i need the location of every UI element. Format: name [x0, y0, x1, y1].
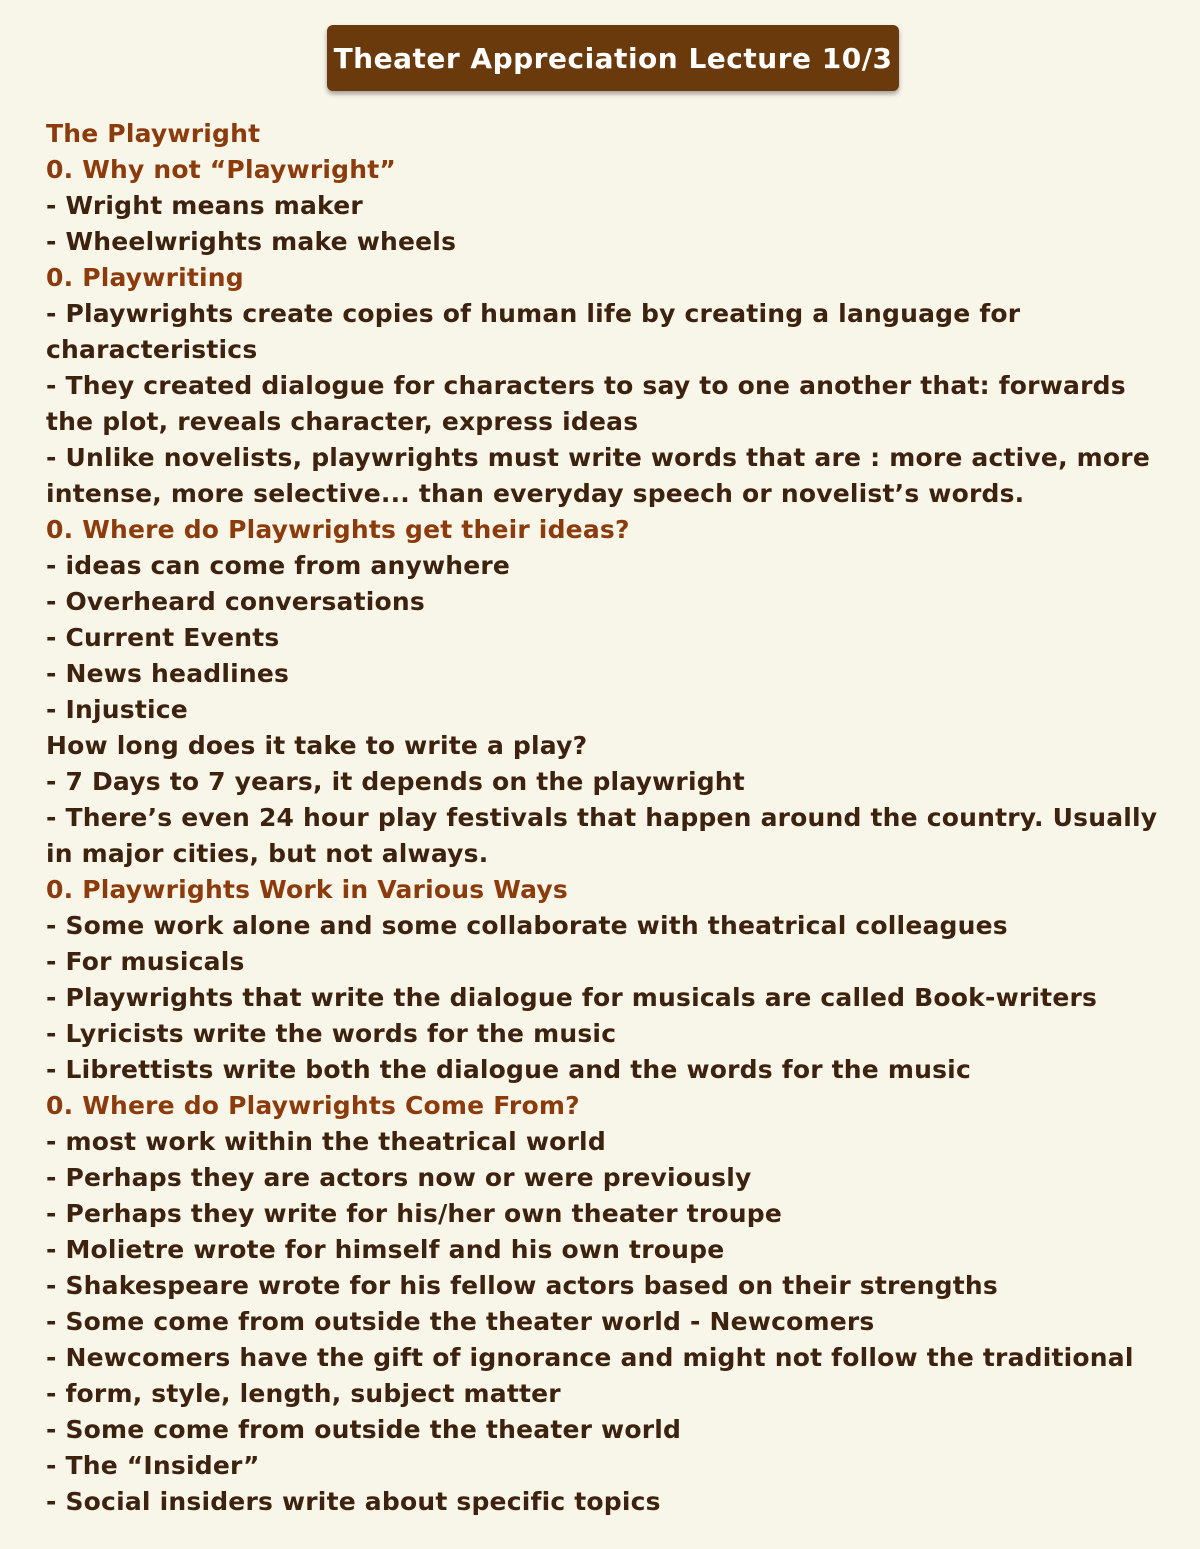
section-heading: 0. Where do Playwrights get their ideas? [46, 515, 630, 544]
note-line: - Playwrights create copies of human life by creating a language for [46, 299, 1021, 328]
note-line: - 7 Days to 7 years, it depends on the playwright [46, 767, 745, 796]
note-line: - Librettists write both the dialogue and the words for the music [46, 1055, 971, 1084]
note-line: - There’s even 24 hour play festivals that happen around the country. Usually [46, 803, 1158, 832]
section-heading: 0. Playwriting [46, 263, 244, 292]
note-line: - They created dialogue for characters to say to one another that: forwards [46, 371, 1126, 400]
note-line: - ideas can come from anywhere [46, 551, 511, 580]
note-line: - For musicals [46, 947, 245, 976]
note-line: - Some work alone and some collaborate with theatrical colleagues [46, 911, 1008, 940]
note-line: - News headlines [46, 659, 290, 688]
note-line: in major cities, but not always. [46, 839, 489, 868]
note-line: - Overheard conversations [46, 587, 425, 616]
note-line: - Wright means maker [46, 191, 363, 220]
note-line: - The “Insider” [46, 1451, 260, 1480]
note-line: - Wheelwrights make wheels [46, 227, 457, 256]
note-line: - Social insiders write about specific topics [46, 1487, 661, 1516]
note-line: - Newcomers have the gift of ignorance and might not follow the traditional [46, 1343, 1134, 1372]
note-line: - Some come from outside the theater world - Newcomers [46, 1307, 875, 1336]
note-line: - Some come from outside the theater world [46, 1415, 682, 1444]
title-banner [327, 25, 899, 91]
note-line: - form, style, length, subject matter [46, 1379, 561, 1408]
section-heading: 0. Playwrights Work in Various Ways [46, 875, 568, 904]
note-line: - Playwrights that write the dialogue for musicals are called Book-writers [46, 983, 1098, 1012]
note-line: How long does it take to write a play? [46, 731, 588, 760]
section-heading: 0. Why not “Playwright” [46, 155, 396, 184]
note-line: - Molietre wrote for himself and his own troupe [46, 1235, 725, 1264]
note-line: - most work within the theatrical world [46, 1127, 606, 1156]
note-line: characteristics [46, 335, 258, 364]
note-line: - Perhaps they are actors now or were previously [46, 1163, 752, 1192]
page-title: Theater Appreciation Lecture 10/3 [333, 41, 893, 75]
note-line: - Injustice [46, 695, 188, 724]
note-line: - Lyricists write the words for the music [46, 1019, 617, 1048]
note-line: - Shakespeare wrote for his fellow actors based on their strengths [46, 1271, 998, 1300]
note-line: - Perhaps they write for his/her own theater troupe [46, 1199, 782, 1228]
notes-list [46, 116, 1156, 1520]
note-line: - Current Events [46, 623, 280, 652]
section-heading: 0. Where do Playwrights Come From? [46, 1091, 580, 1120]
note-line: intense, more selective... than everyday speech or novelist’s words. [46, 479, 1025, 508]
note-line: - Unlike novelists, playwrights must write words that are : more active, more [46, 443, 1150, 472]
section-heading: The Playwright [46, 119, 261, 148]
note-line: the plot, reveals character, express ideas [46, 407, 639, 436]
